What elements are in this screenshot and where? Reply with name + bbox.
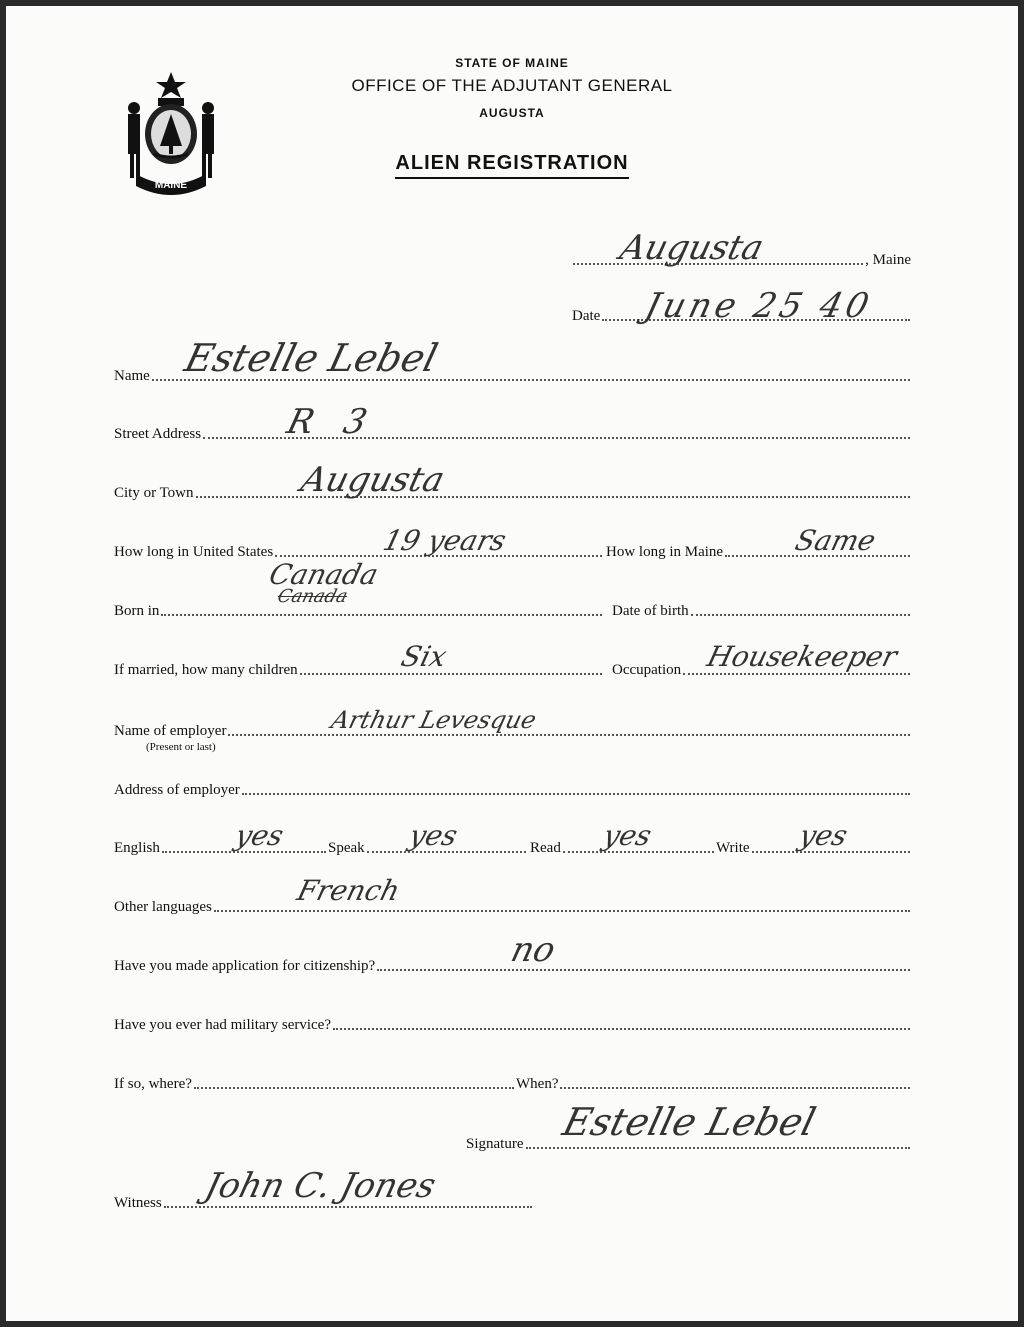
date-of-birth-row: [612, 599, 912, 619]
children-value: Six: [397, 640, 451, 673]
english-value: yes: [231, 819, 287, 852]
witness-value: John C. Jones: [201, 1166, 440, 1206]
date-label: Date: [572, 308, 601, 324]
military-label: Have you ever had military service?: [114, 1017, 331, 1033]
how-long-maine-value: Same: [791, 524, 880, 557]
how-long-maine-label: How long in Maine: [606, 544, 724, 560]
speak-label: Speak: [328, 840, 365, 856]
witness-label: Witness: [114, 1195, 162, 1211]
born-in-row: [114, 599, 604, 619]
street-row: [114, 422, 912, 442]
svg-text:MAINE: MAINE: [154, 180, 188, 191]
born-in-label: Born in: [114, 603, 160, 619]
name-value: Estelle Lebel: [180, 336, 443, 380]
date-value: June 25 40: [641, 286, 877, 326]
city-row: [114, 481, 912, 501]
english-row: [114, 836, 328, 856]
date-of-birth-label: Date of birth: [612, 603, 689, 619]
header-city: AUGUSTA: [479, 106, 545, 120]
city-value: Augusta: [297, 460, 449, 500]
how-long-us-value: 19 years: [379, 524, 510, 557]
when-row: [516, 1072, 912, 1092]
signature-label: Signature: [466, 1136, 524, 1152]
other-languages-row: [114, 895, 912, 915]
citizenship-label: Have you made application for citizenship?: [114, 958, 376, 974]
maine-label: , Maine: [865, 252, 911, 268]
children-row: [114, 658, 604, 678]
employer-label: Name of employer: [114, 723, 227, 739]
place-value: Augusta: [616, 228, 768, 268]
born-in-struck-value: Canada: [275, 586, 350, 607]
street-value: R 3: [283, 402, 382, 442]
occupation-value: Housekeeper: [703, 640, 901, 673]
military-row: [114, 1013, 912, 1033]
write-value: yes: [795, 819, 851, 852]
header-office: OFFICE OF THE ADJUTANT GENERAL: [351, 76, 673, 95]
signature-value: Estelle Lebel: [558, 1100, 821, 1144]
occupation-label: Occupation: [612, 662, 682, 678]
registration-form: [6, 6, 1018, 1321]
employer-value: Arthur Levesque: [328, 706, 540, 734]
english-label: English: [114, 840, 160, 856]
header-state: STATE OF MAINE: [455, 56, 569, 70]
where-row: [114, 1072, 516, 1092]
born-in-value: Canada: [265, 558, 382, 591]
other-languages-value: French: [293, 874, 404, 907]
city-label: City or Town: [114, 485, 194, 501]
citizenship-value: no: [507, 930, 560, 970]
how-long-us-row: [114, 540, 604, 560]
write-label: Write: [716, 840, 750, 856]
when-label: When?: [516, 1076, 559, 1092]
employer-sublabel: (Present or last): [146, 741, 216, 753]
speak-value: yes: [405, 819, 461, 852]
street-label: Street Address: [114, 426, 202, 442]
read-value: yes: [599, 819, 655, 852]
name-label: Name: [114, 368, 150, 384]
other-languages-label: Other languages: [114, 899, 212, 915]
where-label: If so, where?: [114, 1076, 192, 1092]
employer-address-row: [114, 778, 912, 798]
employer-address-label: Address of employer: [114, 782, 240, 798]
children-label: If married, how many children: [114, 662, 298, 678]
read-label: Read: [530, 840, 561, 856]
form-title: ALIEN REGISTRATION: [6, 152, 1018, 175]
how-long-us-label: How long in United States: [114, 544, 274, 560]
